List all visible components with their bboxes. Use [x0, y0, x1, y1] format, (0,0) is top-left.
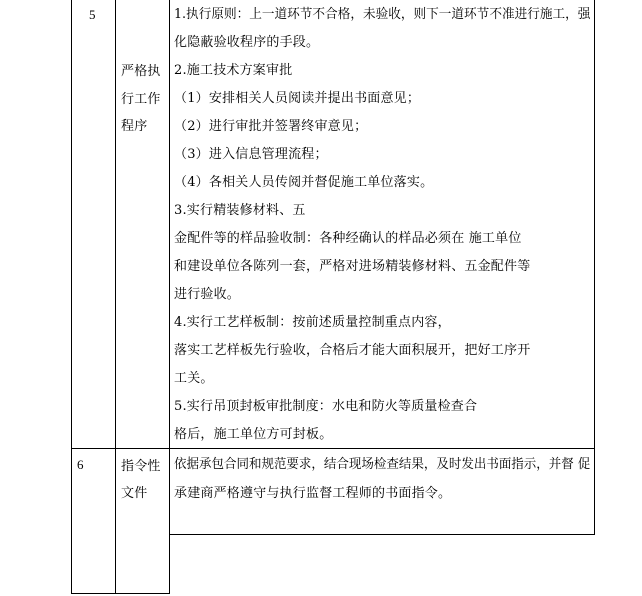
content-line: 金配件等的样品验收制：各种经确认的样品必须在 施工单位 [174, 231, 522, 246]
table-border-right [594, 0, 595, 535]
content-line: 3.实行精装修材料、五 [174, 203, 306, 218]
content-line: 进行验收。 [174, 287, 241, 302]
row-number: 5 [89, 7, 96, 22]
table-border-bottom [71, 593, 170, 594]
content-bottom-border [169, 534, 595, 535]
content-line: 落实工艺样板先行验收，合格后才能大面积展开，把好工序开 [174, 343, 531, 358]
content-line: 工关。 [174, 371, 214, 386]
content-line: 化隐蔽验收程序的手段。 [174, 35, 320, 50]
content-line: 5.实行吊顶封板审批制度：水电和防火等质量检查合 [174, 399, 478, 414]
content-line: 承建商严格遵守与执行监督工程师的书面指令。 [174, 486, 452, 501]
category-line: 指令性 [121, 459, 161, 474]
column-divider-category [169, 0, 170, 594]
row-number: 6 [77, 457, 84, 472]
content-line: （4）各相关人员传阅并督促施工单位落实。 [174, 175, 434, 190]
row-divider [71, 448, 595, 449]
category-line: 严格执 [121, 64, 161, 79]
table-border-left [71, 0, 72, 594]
category-line: 程序 [121, 119, 148, 134]
column-divider-number [115, 0, 116, 594]
content-line: 1.执行原则：上一道环节不合格，未验收，则下一道环节不准进行施工，强 [174, 7, 591, 22]
category-line: 文件 [121, 486, 148, 501]
content-line: （1）安排相关人员阅读并提出书面意见； [174, 91, 421, 106]
content-line: 依据承包合同和规范要求，结合现场检查结果，及时发出书面指示，并督 促 [174, 457, 591, 472]
content-line: 4.实行工艺样板制：按前述质量控制重点内容， [174, 315, 451, 330]
content-line: 和建设单位各陈列一套，严格对进场精装修材料、五金配件等 [174, 259, 531, 274]
content-line: 2.施工技术方案审批 [174, 63, 293, 78]
content-line: （3）进入信息管理流程； [174, 147, 328, 162]
content-line: 格后，施工单位方可封板。 [174, 427, 333, 442]
category-line: 行工作 [121, 92, 161, 107]
content-line: （2）进行审批并签署终审意见； [174, 119, 368, 134]
